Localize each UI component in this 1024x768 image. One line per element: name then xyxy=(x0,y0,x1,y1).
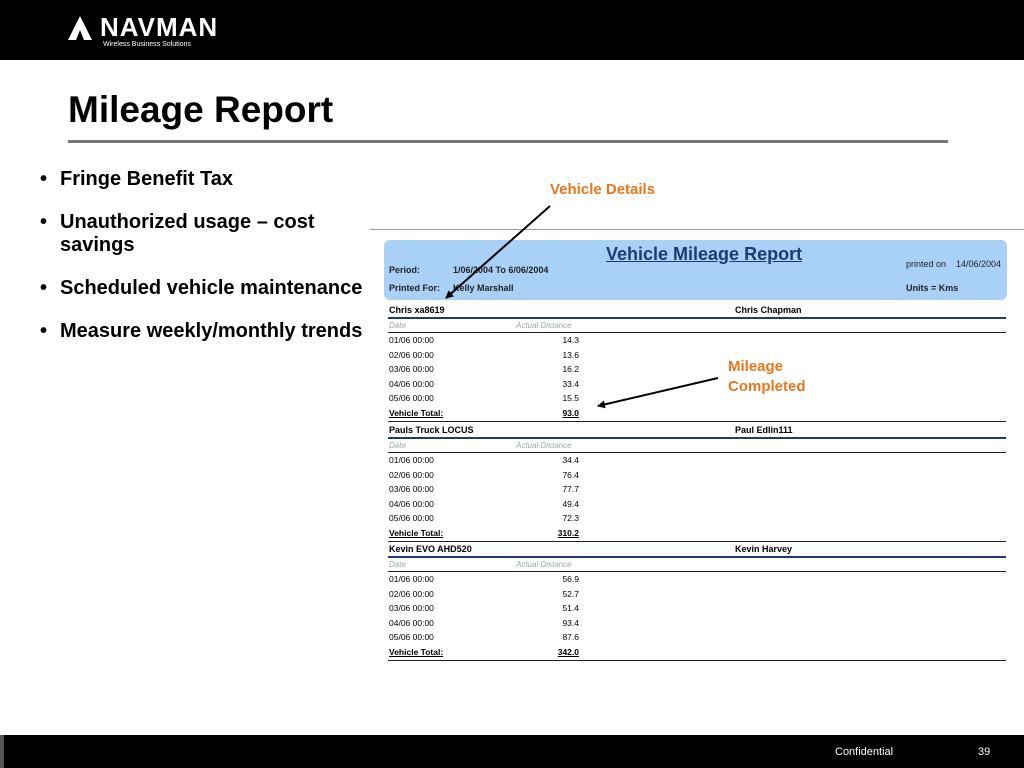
vehicle-total-value: 342.0 xyxy=(557,647,579,657)
row-distance: 56.9 xyxy=(562,574,579,584)
column-header-distance: Actual Distance xyxy=(516,321,572,330)
row-distance: 76.4 xyxy=(562,469,579,480)
units-label: Units = Kms xyxy=(906,283,959,293)
row-distance: 16.2 xyxy=(562,364,579,375)
row-distance: 87.6 xyxy=(562,632,579,643)
row-distance: 51.4 xyxy=(562,603,579,614)
period-label: Period: xyxy=(389,265,421,275)
vehicle-total-value: 310.2 xyxy=(557,528,579,538)
printed-on-value: 14/06/2004 xyxy=(956,259,1002,269)
printed-for-value: Kelly Marshall xyxy=(453,283,514,293)
row-distance: 52.7 xyxy=(562,588,579,599)
row-distance: 15.5 xyxy=(562,393,579,404)
footer-edge xyxy=(0,735,4,768)
row-distance: 93.4 xyxy=(562,617,579,628)
row-date: 05/06 00:00 xyxy=(389,393,434,404)
driver-name: Chris Chapman xyxy=(735,305,802,315)
row-date: 05/06 00:00 xyxy=(389,632,434,643)
row-distance: 13.6 xyxy=(562,349,579,360)
vehicle-details-arrow xyxy=(446,206,550,298)
vehicle-details-callout: Vehicle Details xyxy=(550,181,656,198)
row-date: 03/06 00:00 xyxy=(389,484,434,495)
page-title: Mileage Report xyxy=(68,89,334,130)
printed-for-label: Printed For: xyxy=(389,283,440,293)
row-date: 02/06 00:00 xyxy=(389,588,434,599)
vehicle-name: Pauls Truck LOCUS xyxy=(389,425,474,435)
row-date: 04/06 00:00 xyxy=(389,378,434,389)
page-number: 39 xyxy=(978,746,991,758)
bullet-item: • Fringe Benefit Tax xyxy=(38,168,368,191)
vehicle-total-label: Vehicle Total: xyxy=(389,408,444,418)
bullet-item: • Measure weekly/monthly trends xyxy=(38,320,368,343)
driver-name: Kevin Harvey xyxy=(735,544,793,554)
column-header-distance: Actual Distance xyxy=(516,441,572,450)
report-title: Vehicle Mileage Report xyxy=(606,244,803,264)
vehicle-name: Chris xa8619 xyxy=(389,305,445,315)
bullet-item: • Unauthorized usage – cost savings xyxy=(38,211,368,257)
column-header-date: Date xyxy=(389,560,406,569)
row-date: 02/06 00:00 xyxy=(389,469,434,480)
footer-bar xyxy=(0,735,1024,768)
vehicle-name: Kevin EVO AHD520 xyxy=(389,544,472,554)
row-distance: 33.4 xyxy=(562,378,579,389)
logo-tagline: Wireless Business Solutions xyxy=(103,41,191,48)
vehicle-total-label: Vehicle Total: xyxy=(389,647,444,657)
vehicle-total-value: 93.0 xyxy=(562,408,579,418)
row-date: 01/06 00:00 xyxy=(389,574,434,584)
row-date: 02/06 00:00 xyxy=(389,349,434,360)
row-date: 05/06 00:00 xyxy=(389,513,434,524)
row-date: 03/06 00:00 xyxy=(389,603,434,614)
column-header-date: Date xyxy=(389,441,406,450)
row-distance: 72.3 xyxy=(562,513,579,524)
row-date: 03/06 00:00 xyxy=(389,364,434,375)
printed-on-label: printed on xyxy=(906,259,947,269)
row-distance: 14.3 xyxy=(562,335,579,345)
row-distance: 34.4 xyxy=(562,455,579,465)
row-date: 01/06 00:00 xyxy=(389,455,434,465)
logo-name: NAVMAN xyxy=(100,12,219,42)
row-distance: 49.4 xyxy=(562,498,579,509)
period-value: 1/06/2004 To 6/06/2004 xyxy=(453,265,549,275)
mileage-completed-arrow xyxy=(598,378,718,406)
driver-name: Paul Edlin111 xyxy=(735,425,793,435)
row-date: 04/06 00:00 xyxy=(389,617,434,628)
confidential-label: Confidential xyxy=(835,746,894,758)
column-header-distance: Actual Distance xyxy=(516,560,572,569)
row-distance: 77.7 xyxy=(562,484,579,495)
mileage-completed-callout: Mileage Completed xyxy=(728,358,806,395)
vehicle-total-label: Vehicle Total: xyxy=(389,528,444,538)
bullet-item: • Scheduled vehicle maintenance xyxy=(38,277,368,300)
row-date: 01/06 00:00 xyxy=(389,335,434,345)
column-header-date: Date xyxy=(389,321,406,330)
row-date: 04/06 00:00 xyxy=(389,498,434,509)
